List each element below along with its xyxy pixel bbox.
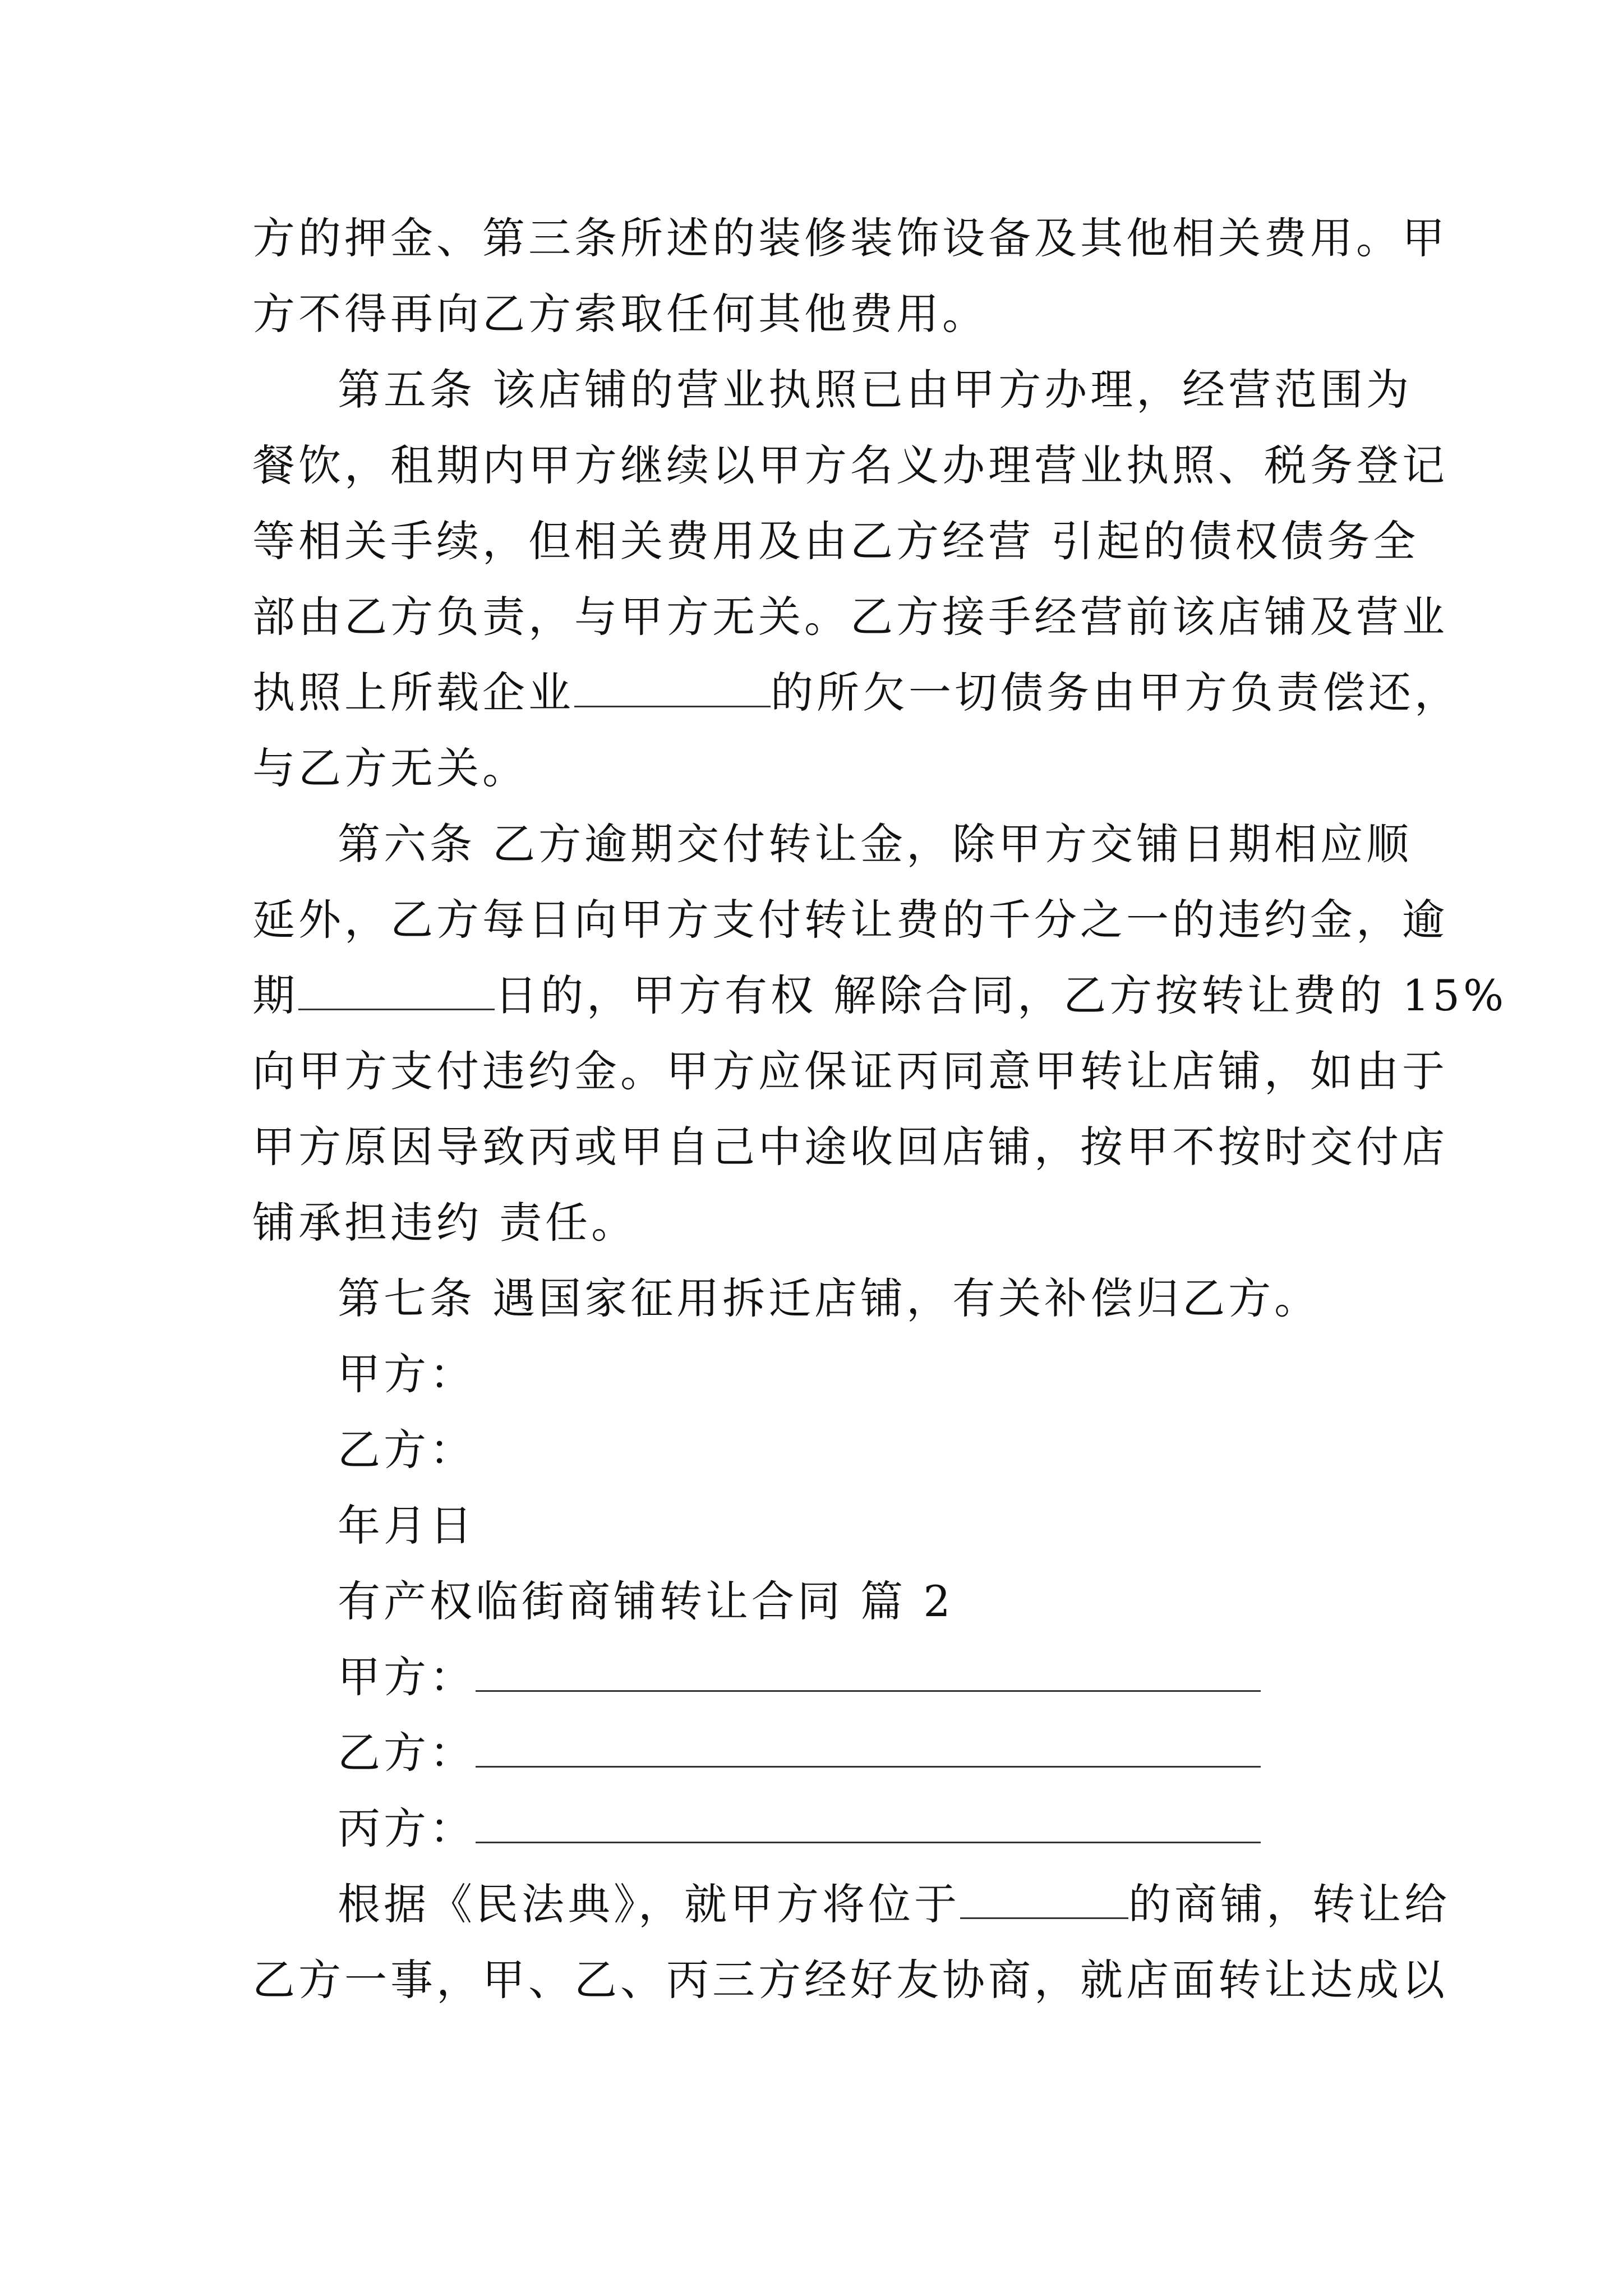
- text-segment: 期: [252, 970, 298, 1020]
- party-b-label: 乙方：: [338, 1728, 476, 1778]
- body-text-line: 等相关手续，但相关费用及由乙方经营 引起的债权债务全: [252, 516, 1419, 566]
- body-text-line: 延外，乙方每日向甲方支付转让费的千分之一的违约金，逾: [252, 895, 1448, 945]
- text-segment: 日的，甲方有权 解除合同，乙方按转让费的 15%: [495, 970, 1507, 1020]
- party-a-field: [338, 1649, 1261, 1705]
- body-text-line: 方不得再向乙方索取任何其他费用。: [252, 289, 988, 339]
- article-5-heading-line: 第五条 该店铺的营业执照已由甲方办理，经营范围为: [338, 365, 1413, 415]
- party-b-field: [338, 1725, 1261, 1781]
- article-7-line: 第七条 遇国家征用拆迁店铺，有关补偿归乙方。: [338, 1273, 1321, 1323]
- body-text-line: 部由乙方负责，与甲方无关。乙方接手经营前该店铺及营业: [252, 592, 1448, 642]
- body-text-line: 甲方原因导致丙或甲自己中途收回店铺，按甲不按时交付店: [252, 1122, 1448, 1172]
- fill-in-blank: [574, 666, 771, 707]
- text-segment: 的所欠一切债务由甲方负责偿还，: [771, 668, 1460, 717]
- fill-in-blank: [476, 1727, 1261, 1768]
- fill-in-blank: [476, 1651, 1261, 1692]
- body-text-line: 乙方一事，甲、乙、丙三方经好友协商，就店面转让达成以: [252, 1955, 1448, 2005]
- party-a-label: 甲方：: [338, 1652, 476, 1702]
- fill-in-blank: [298, 969, 495, 1010]
- body-text-line: 铺承担违约 责任。: [252, 1198, 638, 1248]
- body-text-line-with-blank: [252, 968, 1507, 1024]
- body-text-line-with-blank: [338, 1876, 1450, 1932]
- body-text-line: 向甲方支付违约金。甲方应保证丙同意甲转让店铺，如由于: [252, 1046, 1448, 1096]
- body-text-line: 方的押金、第三条所述的装修装饰设备及其他相关费用。甲: [252, 213, 1448, 263]
- party-b-signature-label: 乙方：: [338, 1425, 476, 1475]
- text-segment: 执照上所载企业: [252, 668, 574, 717]
- body-text-line: 与乙方无关。: [252, 743, 528, 793]
- party-c-label: 丙方：: [338, 1803, 476, 1853]
- body-text-line-with-blank: [252, 665, 1460, 721]
- fill-in-blank: [476, 1802, 1261, 1843]
- date-label: 年月日: [338, 1501, 476, 1550]
- fill-in-blank: [960, 1878, 1128, 1919]
- body-text-line: 餐饮，租期内甲方继续以甲方名义办理营业执照、税务登记: [252, 440, 1448, 490]
- article-6-heading-line: 第六条 乙方逾期交付转让金，除甲方交铺日期相应顺: [338, 819, 1413, 869]
- party-a-signature-label: 甲方：: [338, 1349, 476, 1399]
- section-title: 有产权临街商铺转让合同 篇 2: [338, 1576, 954, 1626]
- text-segment: 根据《民法典》，就甲方将位于: [338, 1879, 960, 1929]
- text-segment: 的商铺，转让给: [1128, 1879, 1450, 1929]
- party-c-field: [338, 1801, 1261, 1857]
